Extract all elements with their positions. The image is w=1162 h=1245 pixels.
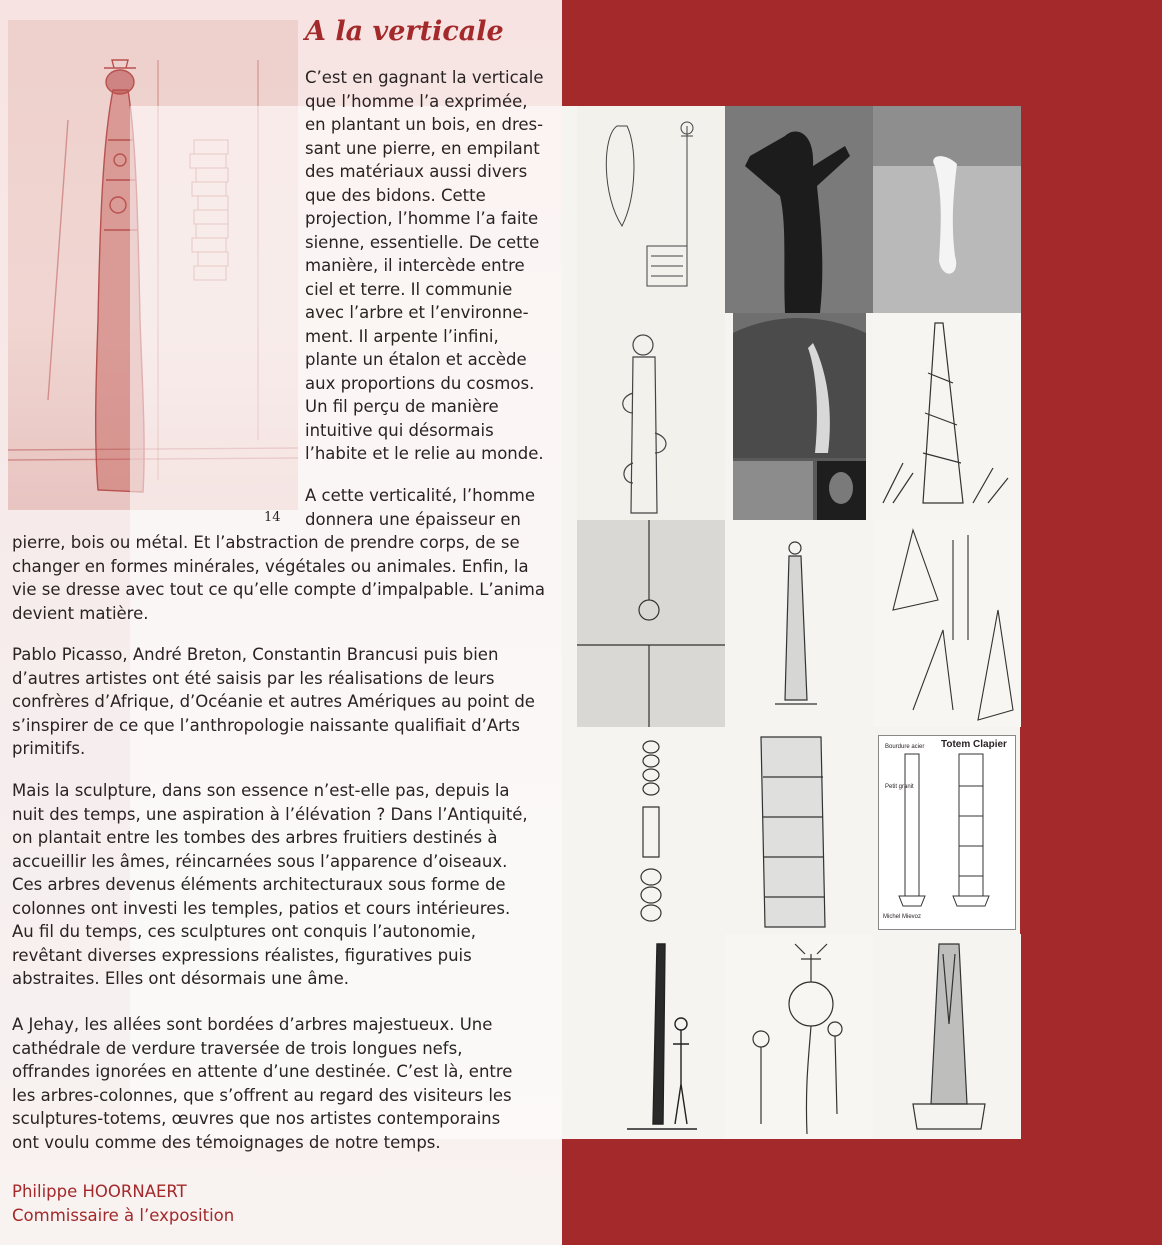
totem-clapier-label-mid: Petit granit	[885, 784, 914, 790]
grid-tile-totem-clapier-diagram	[878, 735, 1016, 930]
totem-clapier-footer: Michel Mievoz	[883, 914, 922, 920]
grid-tile-sketch-pyramids	[873, 520, 1021, 727]
grid-tile-sketch-pendulum	[577, 520, 725, 727]
totem-clapier-label-top: Bourdure acier	[885, 744, 925, 750]
totem-clapier-title: Totem Clapier	[941, 739, 1007, 750]
grid-tile-sketch-bird-spheres	[725, 934, 873, 1139]
grid-tile-sketch-brick-column	[725, 727, 873, 934]
signature	[12, 1180, 234, 1227]
signature-role: Commissaire à l’exposition	[12, 1205, 235, 1225]
paragraph-4: Mais la sculpture, dans son essence n’est-elle pas, depuis la nuit des temps, une aspiration à l’élévation ? Dans l’Antiquité, on plantait entre les tombes des arbres fruitiers destinés à accueillir les âmes, réincarnées sous l’apparence d’oiseaux. Ces arbres devenus éléments architecturaux sous forme de colonnes ont investi les temples, patios et cours intérieures. Au fil du temps, ces sculptures ont conquis l’autonomie, revêtant diverses expressions réalistes, figuratives puis abstraites. Elles ont désormais une âme.	[12, 781, 528, 988]
page-title: A la verticale	[305, 16, 504, 47]
paragraph-2-rest: pierre, bois ou métal. Et l’abstraction de prendre corps, de se changer en formes minérales, végétales ou animales. Enfin, la vie se dresse avec tout ce qu’elle compte d’impalpable. L’anima devient matière.	[12, 533, 545, 623]
grid-tile-photo-forest-figure	[733, 313, 866, 520]
paragraph-5: A Jehay, les allées sont bordées d’arbres majestueux. Une cathédrale de verdure traversée de trois longues nefs, offrandes ignorées en attente d’une destinée. C’est là, entre les arbres-colonnes, que s’offrent au regard des visiteurs les sculptures-totems, œuvres que nos artistes contemporains ont voulu comme des témoignages de notre temps.	[12, 1015, 513, 1152]
signature-name: Philippe HOORNAERT	[12, 1182, 187, 1201]
intro-paragraph: C’est en gagnant la verticale que l’homme l’a exprimée, en plantant un bois, en dres- sant une pierre, en empilant des matériaux aussi divers que des bidons. Cette projection, l’homme l’a faite sienne, essentielle. De cette manière, il intercède entre ciel et terre. Il communie avec l’arbre et l’environne- ment. Il arpente l’infini, plante un étalon et accède aux proportions du cosmos. Un fil perçu de manière intuitive qui désormais l’habite et le relie au monde.	[305, 68, 544, 463]
paragraph-2-lead: A cette verticalité, l’homme donnera une épaisseur en	[305, 486, 535, 529]
grid-tile-sketch-robe-sculpture	[873, 934, 1021, 1139]
grid-tile-sketch-totem-2	[577, 313, 725, 520]
grid-tile-sketch-column	[725, 520, 873, 727]
page-number: 14	[264, 510, 281, 525]
grid-tile-photo-sculpture-drop	[873, 106, 1021, 313]
grid-tile-sketch-tall-form	[873, 313, 1021, 520]
grid-tile-photo-shadow	[725, 106, 873, 313]
grid-tile-sketch-totem-1	[577, 106, 725, 313]
paragraph-3: Pablo Picasso, André Breton, Constantin Brancusi puis bien d’autres artistes ont été saisis par les réalisations de leurs confrères d’Afrique, d’Océanie et autres Amériques au point de s’inspirer de ce que l’anthropologie naissante qualifiait d’Arts primitifs.	[12, 645, 535, 758]
grid-tile-sketch-stack	[577, 727, 725, 934]
grid-tile-sketch-figure-pole	[577, 934, 725, 1139]
